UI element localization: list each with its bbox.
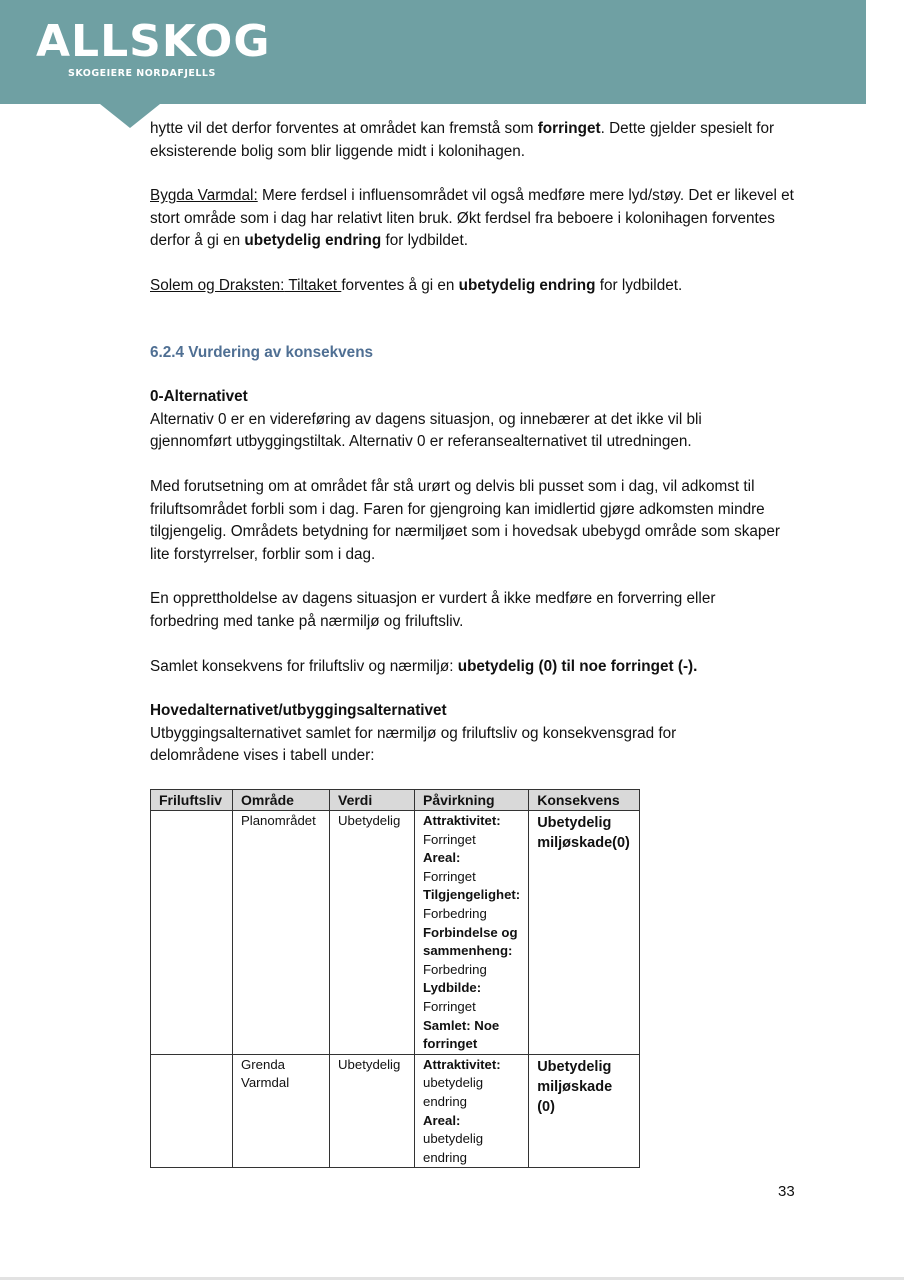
cell-verdi: Ubetydelig bbox=[330, 1054, 415, 1168]
header-friluftsliv: Friluftsliv bbox=[151, 790, 233, 811]
cell-omrade: Planområdet bbox=[233, 811, 330, 1055]
impact-value: Forringet bbox=[423, 868, 476, 884]
table-header-row bbox=[151, 790, 640, 811]
impact-value: Forbedring bbox=[423, 905, 487, 921]
text-span: for lydbildet. bbox=[381, 232, 468, 250]
paragraph-bygda-varmdal bbox=[150, 185, 810, 253]
cell-pavirkning bbox=[415, 811, 529, 1055]
cell-pavirkning bbox=[415, 1054, 529, 1168]
header-pavirkning: Påvirkning bbox=[415, 790, 529, 811]
alt0-title: 0-Alternativet bbox=[150, 388, 248, 406]
section-heading: 6.2.4 Vurdering av konsekvens bbox=[150, 343, 374, 361]
paragraph-solem-draksten bbox=[150, 275, 810, 298]
text-span: hytte vil det derfor forventes at området kan fremstå som bbox=[150, 120, 538, 137]
cell-konsekvens: Ubetydelig miljøskade (0) bbox=[529, 1054, 640, 1168]
consequence-table bbox=[150, 789, 640, 1168]
impact-value: ubetydelig endring bbox=[423, 1131, 484, 1165]
table-row bbox=[151, 1054, 640, 1168]
alt0-paragraph-3: En opprettholdelse av dagens situasjon er vurdert å ikke medføre en forverring eller forbedring med tanke på nærmiljø og friluftsliv. bbox=[150, 590, 716, 630]
page-number: 33 bbox=[778, 1183, 795, 1200]
impact-label: Lydbilde: bbox=[423, 980, 482, 996]
impact-label: Attraktivitet: bbox=[423, 813, 501, 828]
header-verdi: Verdi bbox=[330, 790, 415, 811]
logo-subtitle: SKOGEIERE NORDAFJELLS bbox=[68, 68, 216, 79]
impact-label: Areal: bbox=[423, 850, 461, 866]
impact-label: Areal: bbox=[423, 1112, 461, 1128]
alt0-paragraph-1: Alternativ 0 er en videreføring av dagens situasjon, og innebærer at det ikke vil bli gjennomført utbyggingstiltak. Alternativ 0 er referansealternativet til utredningen. bbox=[150, 410, 702, 451]
underlined-text: Tiltaket bbox=[284, 276, 342, 294]
cell-omrade: Grenda Varmdal bbox=[233, 1054, 330, 1168]
bold-text: ubetydelig endring bbox=[244, 232, 382, 250]
bold-text: forringet bbox=[537, 120, 601, 137]
header-banner bbox=[0, 0, 866, 104]
impact-value: ubetydelig endring bbox=[423, 1075, 484, 1109]
header-omrade: Område bbox=[233, 790, 330, 811]
impact-value: Forringet bbox=[423, 831, 476, 847]
table-row bbox=[151, 811, 640, 1055]
document-body bbox=[150, 118, 810, 768]
text-span: Samlet konsekvens for friluftsliv og nærmiljø: bbox=[150, 657, 458, 675]
alt0-conclusion bbox=[150, 656, 810, 679]
text-span: Mere ferdsel i influensområdet vil også medføre mere lyd/støy. Det er likevel et stort område som i dag har relativt liten bruk. Økt ferdsel fra beboere i kolonihagen forventes derfor å gi en bbox=[150, 187, 794, 250]
impact-label: Tilgjengelighet: bbox=[423, 887, 521, 903]
impact-label: Attraktivitet: bbox=[423, 1056, 501, 1072]
cell-konsekvens: Ubetydelig miljøskade(0) bbox=[529, 811, 640, 1055]
text-span: for lydbildet. bbox=[595, 276, 683, 294]
impact-label: Forbindelse og sammenheng: bbox=[423, 924, 518, 959]
bold-text: ubetydelig endring bbox=[458, 276, 596, 294]
underlined-label: Solem og Draksten: bbox=[150, 276, 285, 294]
impact-value: Forringet bbox=[423, 998, 476, 1014]
text-span: . Dette gjelder spesielt for eksisterende bolig som blir liggende midt i kolonihagen. bbox=[150, 120, 775, 160]
alt0-paragraph-2: Med forutsetning om at området får stå urørt og delvis bli pusset som i dag, vil adkomst til friluftsområdet forbli som i dag. Faren for gjengroing kan imidlertid gjøre adkomsten mindre tilgjengelig. Områdets betydning for nærmiljøet som i hovedsak ubebygd område som skaper lite forstyrrelser, forblir som i dag. bbox=[150, 477, 781, 563]
paragraph-forringet bbox=[150, 118, 790, 163]
header-konsekvens: Konsekvens bbox=[529, 790, 640, 811]
underlined-label: Bygda Varmdal: bbox=[150, 187, 258, 205]
cell-friluftsliv bbox=[151, 811, 233, 1055]
logo-text: ALLSKOG bbox=[36, 16, 271, 67]
main-alt-paragraph: Utbyggingsalternativet samlet for nærmiljø og friluftsliv og konsekvensgrad for delområdene vises i tabell under: bbox=[150, 724, 677, 765]
bold-text: ubetydelig (0) til noe forringet (-). bbox=[457, 657, 698, 675]
cell-friluftsliv bbox=[151, 1054, 233, 1168]
text-span: forventes å gi en bbox=[341, 276, 459, 294]
main-alt-title: Hovedalternativet/utbyggingsalternativet bbox=[150, 702, 447, 720]
impact-summary: Samlet: Noe forringet bbox=[423, 1017, 500, 1052]
impact-value: Forbedring bbox=[423, 961, 487, 977]
cell-verdi: Ubetydelig bbox=[330, 811, 415, 1055]
